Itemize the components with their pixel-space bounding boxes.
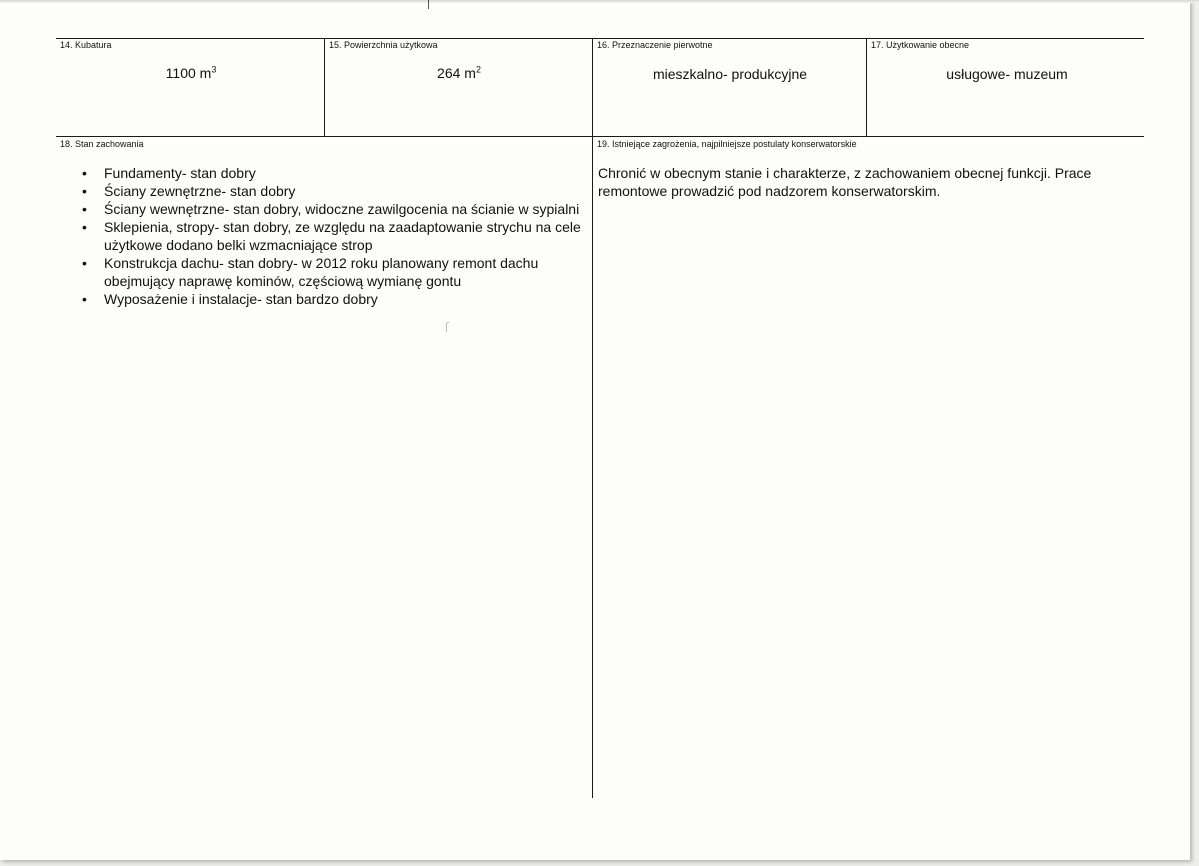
scan-speck xyxy=(446,322,449,332)
list-item-text: Ściany zewnętrzne- stan dobry xyxy=(104,183,296,199)
fold-mark xyxy=(428,0,429,9)
list-item xyxy=(78,200,590,218)
powierzchnia-exponent: 2 xyxy=(475,64,481,75)
zagrozenia-label: 19. Istniejące zagrożenia, najpilniejsze postulaty konserwatorskie xyxy=(597,139,857,149)
uzytkowanie-value: usługowe- muzeum xyxy=(946,66,1068,82)
przeznaczenie-label: 16. Przeznaczenie pierwotne xyxy=(597,40,713,50)
bullet-icon: • xyxy=(82,219,87,235)
list-item xyxy=(78,254,590,290)
bullet-icon: • xyxy=(82,201,87,217)
column-divider-2 xyxy=(592,38,593,798)
list-item xyxy=(78,218,590,254)
row-divider xyxy=(56,136,1144,137)
list-item xyxy=(78,290,590,308)
uzytkowanie-label: 17. Użytkowanie obecne xyxy=(871,40,970,50)
list-item xyxy=(78,182,590,200)
powierzchnia-number: 264 xyxy=(437,65,461,81)
table-top-border xyxy=(56,38,1144,39)
bullet-icon: • xyxy=(82,165,87,181)
powierzchnia-label: 15. Powierzchnia użytkowa xyxy=(329,40,438,50)
column-divider-1 xyxy=(324,38,325,136)
kubatura-number: 1100 xyxy=(165,65,196,81)
list-item xyxy=(78,164,590,182)
kubatura-value xyxy=(60,64,322,82)
stan-zachowania-list xyxy=(78,164,590,308)
bullet-icon: • xyxy=(82,183,87,199)
powierzchnia-value xyxy=(329,64,589,82)
bullet-icon: • xyxy=(82,255,87,271)
zagrozenia-text: Chronić w obecnym stanie i charakterze, z zachowaniem obecnej funkcji. Prace remontowe prowadzić pod nadzorem konserwatorskim. xyxy=(598,165,1092,199)
list-item-text: Ściany wewnętrzne- stan dobry, widoczne zawilgocenia na ścianie w sypialni xyxy=(104,201,580,217)
stan-zachowania-label: 18. Stan zachowania xyxy=(60,139,144,149)
list-item-text: Konstrukcja dachu- stan dobry- w 2012 roku planowany remont dachu obejmujący naprawę kominów, częściową wymianę gontu xyxy=(104,255,539,289)
scan-edge-decoration xyxy=(0,0,1199,3)
list-item-text: Fundamenty- stan dobry xyxy=(104,165,256,181)
list-item-text: Wyposażenie i instalacje- stan bardzo dobry xyxy=(104,291,378,307)
kubatura-unit: m xyxy=(199,65,212,81)
kubatura-exponent: 3 xyxy=(211,64,217,75)
kubatura-label: 14. Kubatura xyxy=(60,40,112,50)
przeznaczenie-value: mieszkalno- produkcyjne xyxy=(652,66,808,82)
list-item-text: Sklepienia, stropy- stan dobry, ze względu na zaadaptowanie strychu na cele użytkowe dodano belki wzmacniające strop xyxy=(104,219,581,253)
bullet-icon: • xyxy=(82,291,87,307)
powierzchnia-unit: m xyxy=(464,65,476,81)
column-divider-3 xyxy=(866,38,867,136)
